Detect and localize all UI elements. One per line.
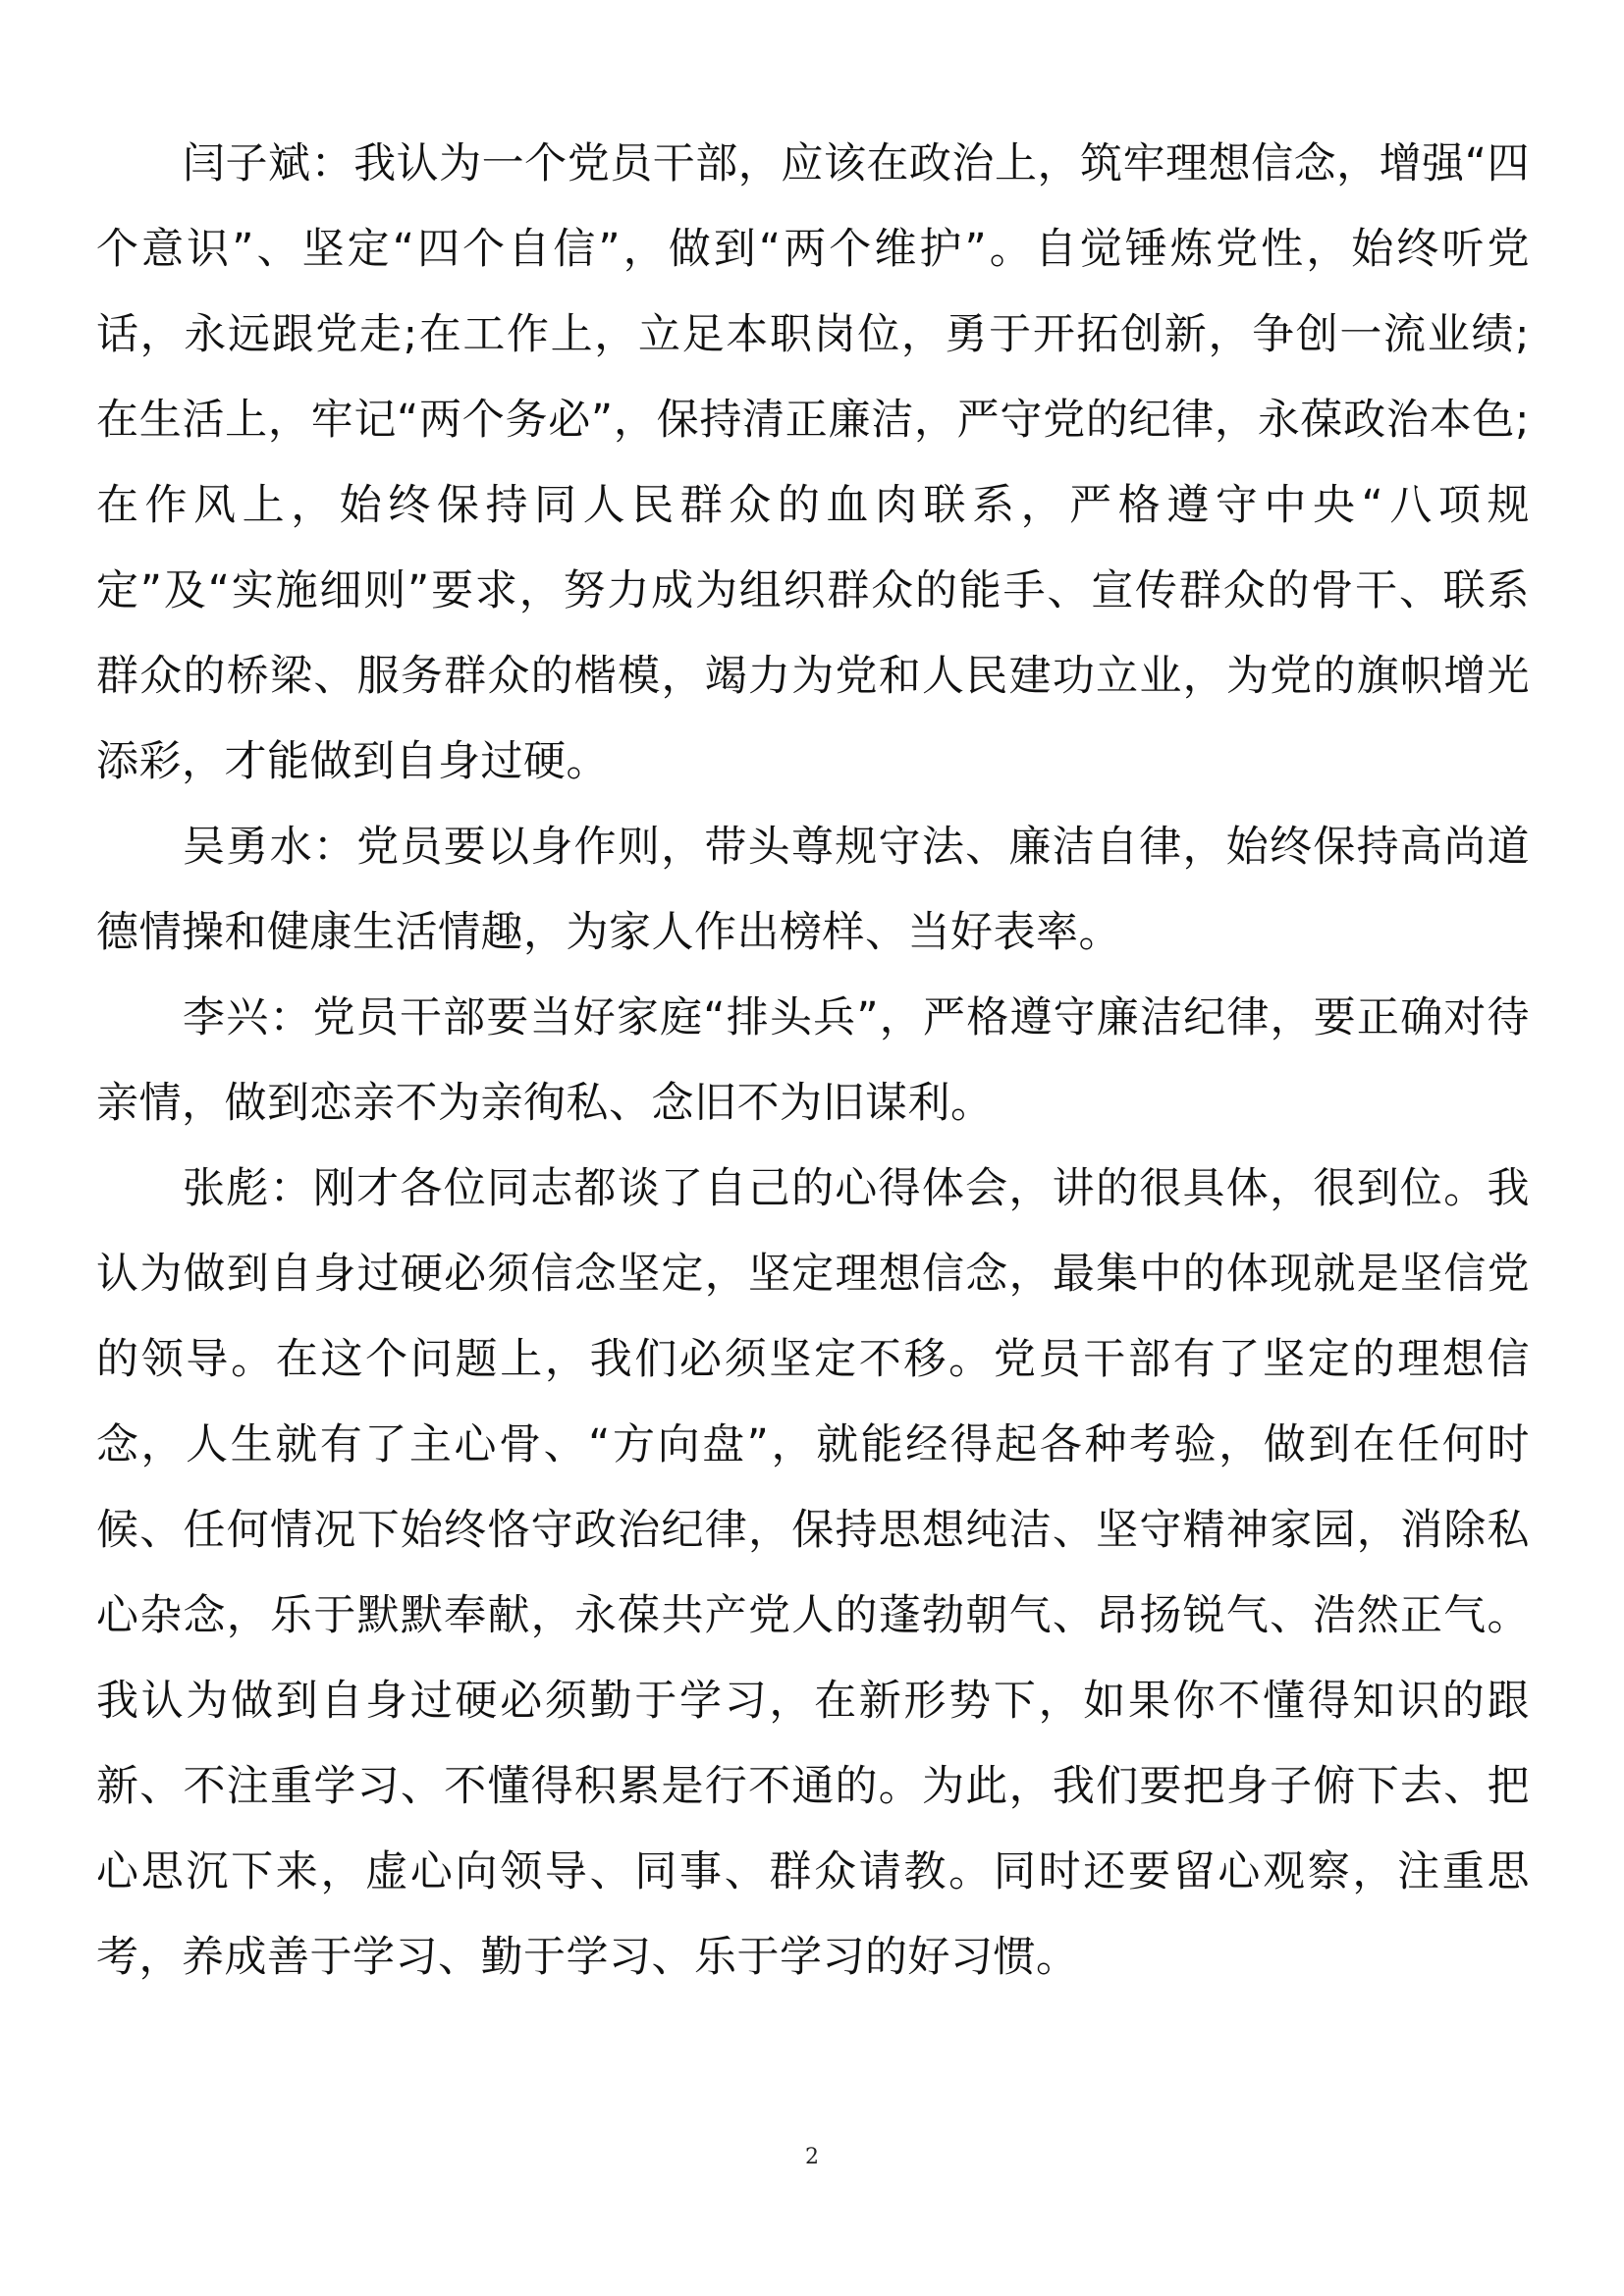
- document-body: [96, 122, 1530, 2001]
- paragraph-yan-zibin: 闫子斌：我认为一个党员干部，应该在政治上，筑牢理想信念，增强“四个意识”、坚定“四个自信”，做到“两个维护”。自觉锤炼党性，始终听党话，永远跟党走;在工作上，立足本职岗位，勇于开拓创新，争创一流业绩;在生活上，牢记“两个务必”，保持清正廉洁，严守党的纪律，永葆政治本色;在作风上，始终保持同人民群众的血肉联系，严格遵守中央“八项规定”及“实施细则”要求，努力成为组织群众的能手、宣传群众的骨干、联系群众的桥梁、服务群众的楷模，竭力为党和人民建功立业，为党的旗帜增光添彩，才能做到自身过硬。: [96, 139, 1530, 786]
- paragraph-wu-yongshui: 吴勇水：党员要以身作则，带头尊规守法、廉洁自律，始终保持高尚道德情操和健康生活情趣，为家人作出榜样、当好表率。: [96, 823, 1530, 957]
- paragraph-zhang-biao: 张彪：刚才各位同志都谈了自己的心得体会，讲的很具体，很到位。我认为做到自身过硬必须信念坚定，坚定理想信念，最集中的体现就是坚信党的领导。在这个问题上，我们必须坚定不移。党员干部有了坚定的理想信念，人生就有了主心骨、“方向盘”，就能经得起各种考验，做到在任何时候、任何情况下始终恪守政治纪律，保持思想纯洁、坚守精神家园，消除私心杂念，乐于默默奉献，永葆共产党人的蓬勃朝气、昂扬锐气、浩然正气。我认为做到自身过硬必须勤于学习，在新形势下，如果你不懂得知识的跟新、不注重学习、不懂得积累是行不通的。为此，我们要把身子俯下去、把心思沉下来，虚心向领导、同事、群众请教。同时还要留心观察，注重思考，养成善于学习、勤于学习、乐于学习的好习惯。: [96, 1164, 1530, 1982]
- paragraph-li-xing: 李兴：党员干部要当好家庭“排头兵”，严格遵守廉洁纪律，要正确对待亲情，做到恋亲不为亲徇私、念旧不为旧谋利。: [96, 993, 1530, 1128]
- page-number: 2: [805, 2145, 819, 2169]
